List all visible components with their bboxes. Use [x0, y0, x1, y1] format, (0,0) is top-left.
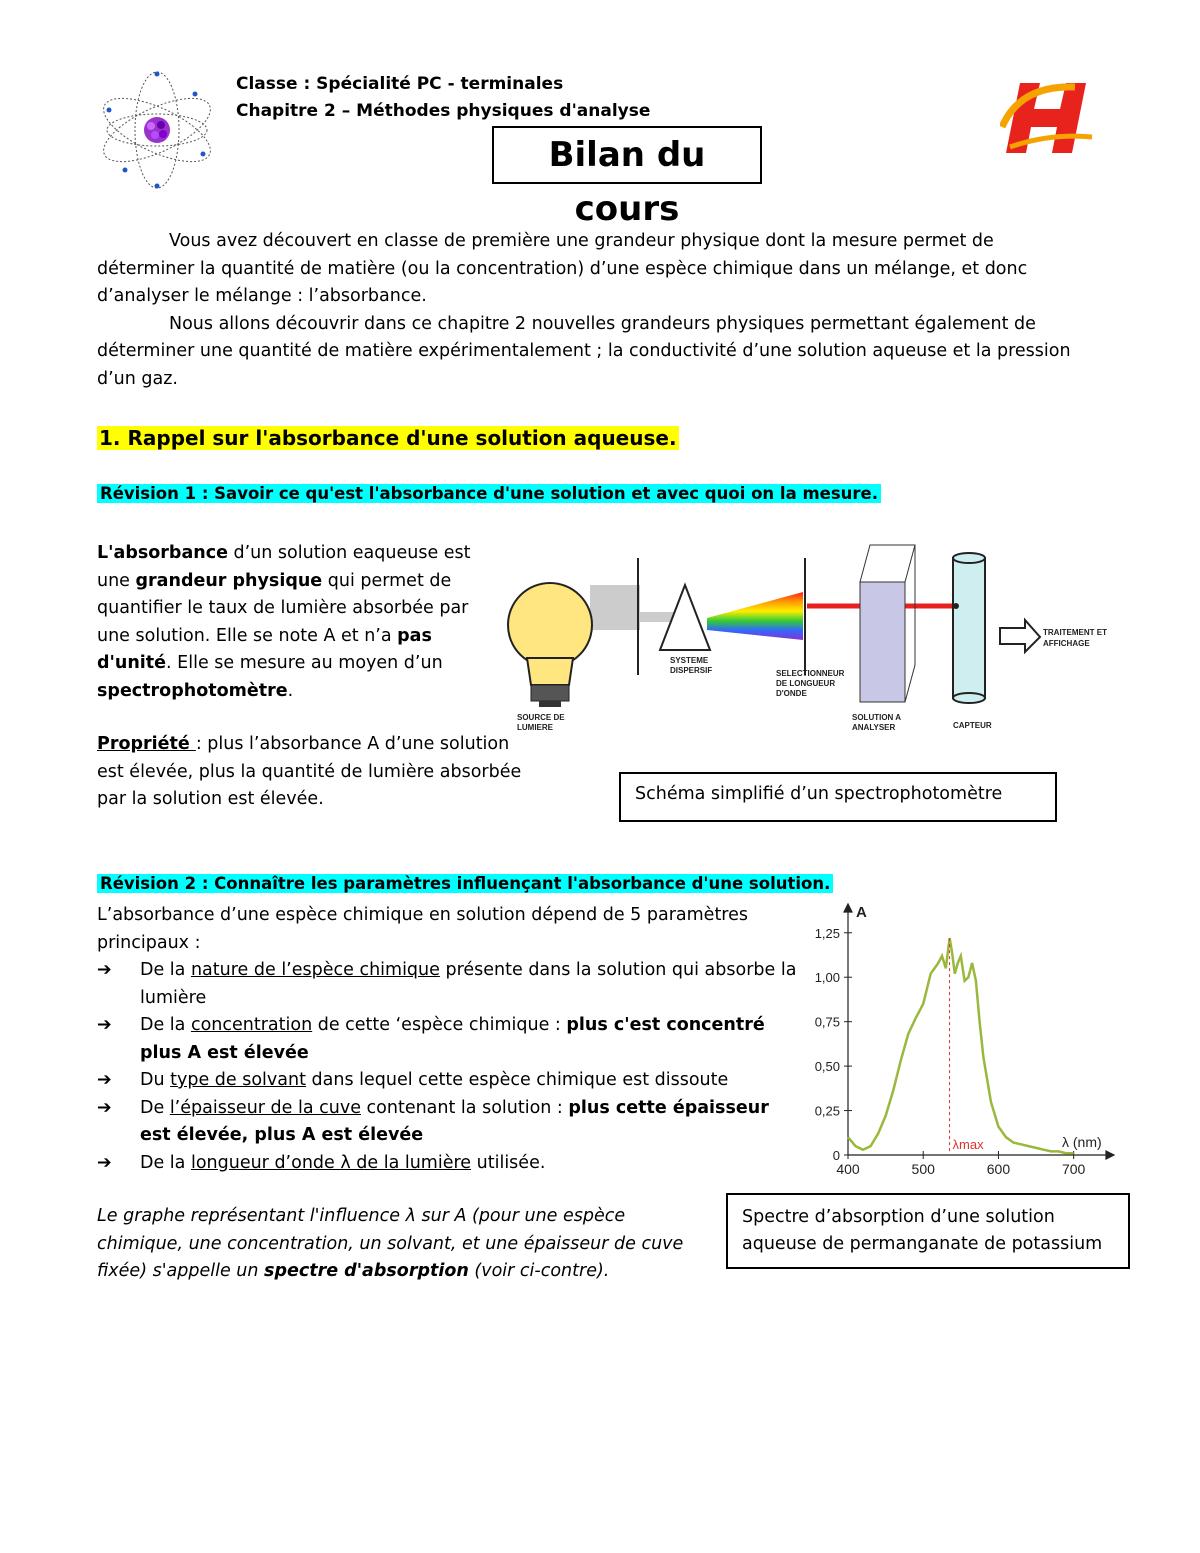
- list-item: ➔ De l’épaisseur de la cuve contenant la solution : plus cette épaisseur est élevée, plus A est élevée: [97, 1095, 797, 1150]
- term-spectro: spectrophotomètre: [97, 680, 288, 701]
- sensor-icon: [953, 553, 985, 703]
- bulb-icon: [508, 583, 592, 707]
- intro-paragraph-2: Nous allons découvrir dans ce chapitre 2 nouvelles grandeurs physiques permettant également de déterminer une quantité de matière expérimentalement ; la conductivité d’une solution aqueuse et la pression d’un gaz.: [97, 313, 1071, 389]
- y-axis-arrow: [844, 904, 852, 912]
- x-tick-label: 600: [986, 1161, 1011, 1177]
- atom-logo: [95, 70, 220, 190]
- revision-1-title: Révision 1 : Savoir ce qu'est l'absorbance d'une solution et avec quoi on la mesure.: [97, 484, 881, 503]
- y-tick-label: 1,25: [814, 925, 840, 941]
- label-solution-1: SOLUTION A: [852, 713, 902, 722]
- label-source-2: LUMIERE: [517, 723, 553, 732]
- arrow-icon: ➔: [97, 1070, 112, 1090]
- term-grandeur: grandeur physique: [135, 570, 323, 591]
- spectrum-caption-box: [726, 1193, 1130, 1269]
- light-beam: [590, 585, 640, 630]
- term-spectre: spectre d'absorption: [264, 1261, 469, 1281]
- label-solution-2: ANALYSER: [852, 723, 896, 732]
- conclusion-text: Le graphe représentant l'influence λ sur A (pour une espèce chimique, une concentration, un solvant, et une épaisseur de cuve fixée) s'appelle un spectre d'absorption (voir ci-contre).: [97, 1206, 684, 1281]
- revision-2-body: [97, 902, 797, 1177]
- output-arrow-icon: [1000, 620, 1040, 652]
- diagram-caption: Schéma simplifié d’un spectrophotomètre: [635, 784, 1003, 804]
- label-traitement-2: AFFICHAGE: [1043, 639, 1090, 648]
- label-selecteur-2: DE LONGUEUR: [776, 679, 836, 688]
- y-tick-label: 0,25: [814, 1103, 840, 1119]
- x-tick-label: 700: [1061, 1161, 1086, 1177]
- y-tick-label: 0,50: [814, 1059, 840, 1075]
- y-tick-label: 0,75: [814, 1014, 840, 1030]
- y-tick-label: 1,00: [814, 970, 840, 986]
- x-tick-label: 500: [911, 1161, 935, 1177]
- intro-paragraph-1: Vous avez découvert en classe de première une grandeur physique dont la mesure permet de déterminer la quantité de matière (ou la concentration) d’une espèce chimique dans un mélange, et donc d’analyser le mélange : l’absorbance.: [97, 231, 1028, 306]
- x-axis-arrow: [1106, 1151, 1114, 1159]
- label-capteur: CAPTEUR: [953, 721, 992, 730]
- list-item: ➔ De la nature de l’espèce chimique présente dans la solution qui absorbe la lumière: [97, 957, 797, 1012]
- list-item: ➔ De la longueur d’onde λ de la lumière utilisée.: [97, 1150, 797, 1178]
- label-dispersif-1: SYSTEME: [670, 656, 709, 665]
- spectrum-curve: [848, 938, 1074, 1153]
- spectrophotometer-diagram: [495, 540, 1125, 740]
- y-axis-label: A: [856, 904, 867, 921]
- cuvette-icon: [860, 545, 915, 702]
- list-item: ➔ De la concentration de cette ‘espèce chimique : plus c'est concentré plus A est élevée: [97, 1012, 797, 1067]
- absorbance-definition: L'absorbance d’un solution eaqueuse est une grandeur physique qui permet de quantifier le taux de lumière absorbée par une solution. Elle se note A et n’a pas d'unité. Elle se mesure au moyen d’un spectrophotomètre.: [97, 543, 471, 701]
- arrow-icon: ➔: [97, 960, 112, 980]
- label-traitement-1: TRAITEMENT ET: [1043, 628, 1107, 637]
- term-absorbance: L'absorbance: [97, 543, 228, 563]
- list-item: ➔ Du type de solvant dans lequel cette espèce chimique est dissoute: [97, 1067, 797, 1095]
- class-line: Classe : Spécialité PC - terminales: [236, 74, 564, 94]
- revision-2-title: Révision 2 : Connaître les paramètres influençant l'absorbance d'une solution.: [97, 874, 833, 893]
- label-selecteur-1: SELECTIONNEUR: [776, 669, 845, 678]
- arrow-icon: ➔: [97, 1097, 112, 1118]
- label-source-1: SOURCE DE: [517, 713, 565, 722]
- y-tick-label: 0: [832, 1148, 840, 1163]
- revision-2-intro: L’absorbance d’une espèce chimique en solution dépend de 5 paramètres principaux :: [97, 905, 748, 953]
- x-tick-label: 400: [836, 1161, 860, 1177]
- chapter-line: Chapitre 2 – Méthodes physiques d'analyse: [236, 101, 651, 121]
- arrow-icon: ➔: [97, 1015, 112, 1035]
- x-axis-label: λ (nm): [1062, 1134, 1102, 1150]
- absorption-spectrum-chart: [800, 900, 1120, 1185]
- page-title: Bilan du cours: [548, 135, 706, 229]
- title-box: [492, 126, 762, 229]
- label-selecteur-3: D'ONDE: [776, 689, 807, 698]
- dispersed-light: [707, 592, 803, 640]
- arrow-icon: ➔: [97, 1152, 112, 1173]
- diagram-caption-box: [619, 772, 1057, 822]
- lambda-max-label: λmax: [952, 1137, 984, 1152]
- label-dispersif-2: DISPERSIF: [670, 666, 713, 675]
- property-text: Propriété : plus l’absorbance A d’une solution est élevée, plus la quantité de lumière absorbée par la solution est élevée.: [97, 734, 522, 809]
- section-1-title: 1. Rappel sur l'absorbance d'une solution aqueuse.: [99, 426, 677, 450]
- property-label: Propriété: [97, 734, 196, 754]
- term-pas-unite: pas d'unité: [97, 625, 432, 673]
- school-logo: [1000, 75, 1095, 160]
- spectrum-caption: Spectre d’absorption d’une solution aqueuse de permanganate de potassium: [742, 1207, 1103, 1254]
